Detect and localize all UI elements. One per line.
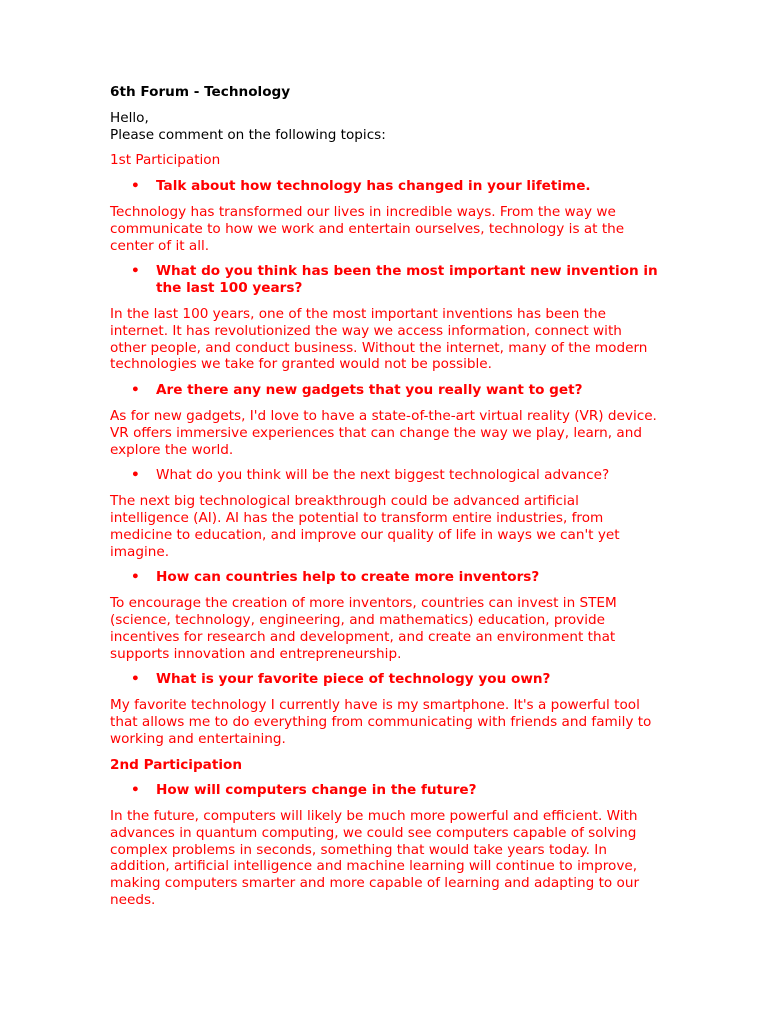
question-list — [110, 569, 662, 586]
answer-text: Technology has transformed our lives in incredible ways. From the way we communicate to how we work and entertain ourselves, technology is at the center of it all. — [110, 203, 625, 254]
question-list — [110, 782, 662, 799]
question-item — [110, 671, 662, 688]
question-item — [110, 263, 662, 297]
document-body — [110, 84, 662, 918]
question-text: How will computers change in the future? — [156, 782, 477, 799]
question-text: How can countries help to create more inventors? — [156, 569, 540, 586]
bullet-icon: • — [131, 263, 140, 280]
question-list — [110, 467, 662, 484]
question-text: Are there any new gadgets that you really want to get? — [156, 382, 583, 399]
instruction-text: Please comment on the following topics: — [110, 126, 386, 143]
bullet-icon: • — [131, 569, 140, 586]
bullet-icon: • — [131, 671, 140, 688]
question-text: What is your favorite piece of technology you own? — [156, 671, 551, 688]
answer-text: My favorite technology I currently have is my smartphone. It's a powerful tool that allows me to do everything from communicating with friends and family to working and entertaining. — [110, 697, 652, 747]
question-text: Talk about how technology has changed in your lifetime. — [156, 178, 591, 195]
section-label-1st-participation: 1st Participation — [110, 152, 221, 169]
answer-text: In the last 100 years, one of the most important inventions has been the internet. It has revolutionized the way we access information, connect with other people, and conduct business. Without the internet, many of the modern technologies we take for granted would not be possible. — [110, 305, 648, 373]
question-list — [110, 671, 662, 688]
section-label-2nd-participation: 2nd Participation — [110, 756, 243, 773]
question-item — [110, 782, 662, 799]
bullet-icon: • — [131, 467, 140, 484]
question-item — [110, 178, 662, 195]
question-item — [110, 467, 662, 484]
bullet-icon: • — [131, 178, 140, 195]
question-text: What do you think will be the next biggest technological advance? — [156, 467, 610, 484]
greeting-text: Hello, — [110, 109, 149, 126]
question-list — [110, 178, 662, 195]
question-list — [110, 263, 662, 297]
question-list — [110, 382, 662, 399]
answer-text: To encourage the creation of more inventors, countries can invest in STEM (science, technology, engineering, and mathematics) education, provide incentives for research and development, and create an environment that supports innovation and entrepreneurship. — [110, 595, 617, 662]
bullet-icon: • — [131, 782, 140, 799]
greeting-block — [110, 110, 662, 144]
bullet-icon: • — [131, 382, 140, 399]
question-text: What do you think has been the most important new invention in the last 100 years? — [156, 263, 658, 297]
answer-text: As for new gadgets, I'd love to have a state-of-the-art virtual reality (VR) device. VR offers immersive experiences that can change the way we play, learn, and explore the world. — [110, 407, 657, 458]
document-title: 6th Forum - Technology — [110, 84, 291, 100]
answer-text: In the future, computers will likely be much more powerful and efficient. With advances in quantum computing, we could see computers capable of solving complex problems in seconds, something that would take years today. In addition, artificial intelligence and machine learning will continue to improve, making computers smarter and more capable of learning and adapting to our needs. — [110, 808, 640, 909]
question-item — [110, 569, 662, 586]
question-item — [110, 382, 662, 399]
answer-text: The next big technological breakthrough could be advanced artificial intelligence (AI). AI has the potential to transform entire industries, from medicine to education, and improve our quality of life in ways we can't yet imagine. — [110, 493, 620, 560]
